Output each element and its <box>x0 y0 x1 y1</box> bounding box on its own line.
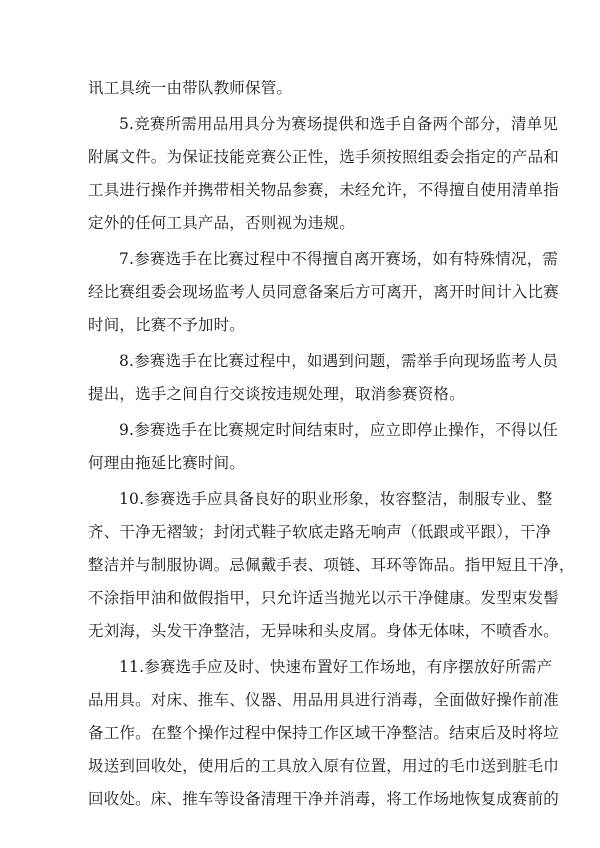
paragraph-line: 11.参赛选手应及时、快速布置好工作场地，有序摆放好所需产 <box>119 658 553 676</box>
paragraph-line: 经比赛组委会现场监考人员同意备案后方可离开，离开时间计入比赛 <box>88 283 560 301</box>
paragraph-line: 无刘海，头发干净整洁，无异味和头皮屑。身体无体味，不喷香水。 <box>88 622 560 640</box>
paragraph-line: 提出，选手之间自行交谈按违规处理，取消参赛资格。 <box>88 385 465 403</box>
paragraph-line: 不涂指甲油和做假指甲，只允许适当抛光以示干净健康。发型束发髻 <box>88 589 560 607</box>
paragraph-line: 时间，比赛不予加时。 <box>88 316 246 334</box>
paragraph-line: 8.参赛选手在比赛过程中，如遇到问题，需举手向现场监考人员 <box>119 352 559 370</box>
paragraph-line: 回收处。床、推车等设备清理干净并消毒，将工作场地恢复成赛前的 <box>88 790 560 808</box>
paragraph-line: 10.参赛选手应具备良好的职业形象，妆容整洁，制服专业、整 <box>119 490 553 508</box>
paragraph-line: 圾送到回收处，使用后的工具放入原有位置，用过的毛巾送到脏毛巾 <box>88 757 560 775</box>
paragraph-line: 9.参赛选手在比赛规定时间结束时，应立即停止操作，不得以任 <box>119 421 559 439</box>
paragraph-line: 备工作。在整个操作过程中保持工作区域干净整洁。结束后及时将垃 <box>88 724 560 742</box>
paragraph-line: 整洁并与制服协调。忌佩戴手表、项链、耳环等饰品。指甲短且干净， <box>88 556 575 574</box>
paragraph-line: 5.竞赛所需用品用具分为赛场提供和选手自备两个部分，清单见 <box>119 115 559 133</box>
paragraph-line: 品用具。对床、推车、仪器、用品用具进行消毒，全面做好操作前准 <box>88 691 560 709</box>
paragraph-line: 7.参赛选手在比赛过程中不得擅自离开赛场，如有特殊情况，需 <box>119 250 559 268</box>
paragraph-line: 讯工具统一由带队教师保管。 <box>88 79 293 97</box>
paragraph-line: 附属文件。为保证技能竞赛公正性，选手须按照组委会指定的产品和 <box>88 148 560 166</box>
paragraph-line: 齐、干净无褶皱；封闭式鞋子软底走路无响声（低跟或平跟），干净 <box>88 523 552 541</box>
paragraph-line: 定外的任何工具产品，否则视为违规。 <box>88 214 355 232</box>
paragraph-line: 工具进行操作并携带相关物品参赛，未经允许，不得擅自使用清单指 <box>88 181 560 199</box>
paragraph-line: 何理由拖延比赛时间。 <box>88 454 246 472</box>
